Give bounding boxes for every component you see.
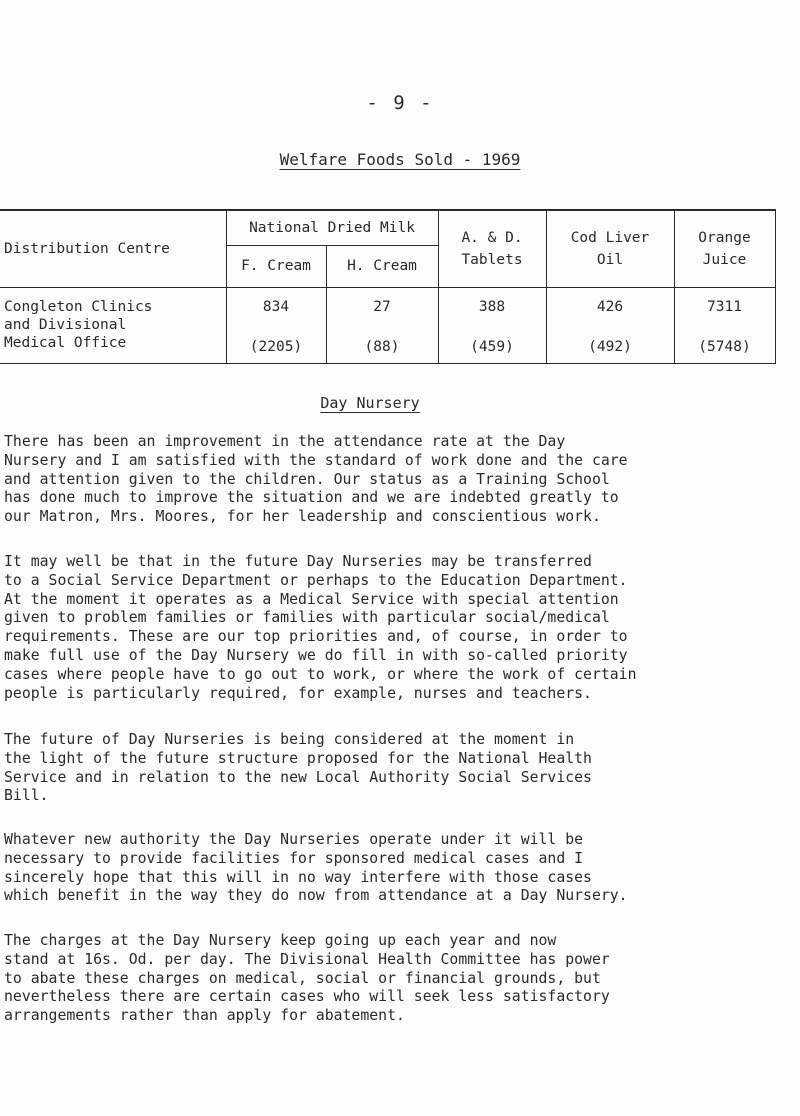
f-cream-cell bbox=[226, 287, 326, 363]
f-cream-value: 834 bbox=[262, 298, 290, 315]
table-row bbox=[0, 287, 775, 363]
h-cream-previous: (88) bbox=[364, 338, 400, 355]
ad-tablets-previous: (459) bbox=[470, 338, 514, 355]
orange-juice-cell bbox=[674, 287, 775, 363]
header-distribution-centre: Distribution Centre bbox=[0, 210, 226, 287]
paragraph-1: There has been an improvement in the attendance rate at the Day Nursery and I am satisfied with the standard of work done and the care and attention given to the children. Our status as a Training School has done much to improve the situation and we are indebted greatly to our Matron, Mrs. Moores, for her leadership and conscientious work. bbox=[4, 433, 628, 526]
f-cream-previous: (2205) bbox=[249, 338, 303, 355]
ad-tablets-value: 388 bbox=[478, 298, 506, 315]
ad-tablets-cell bbox=[438, 287, 546, 363]
section-heading bbox=[0, 394, 740, 412]
title-text: Welfare Foods Sold - 1969 bbox=[279, 150, 521, 169]
h-cream-value: 27 bbox=[373, 298, 391, 315]
paragraph-5: The charges at the Day Nursery keep going up each year and now stand at 16s. Od. per day. The Divisional Health Committee has power to abate these charges on medical, social or financial grounds, but nevertheless there are certain cases who will seek less satisfactory arrangements rather than apply for abatement. bbox=[4, 932, 610, 1025]
h-cream-cell bbox=[326, 287, 438, 363]
cod-liver-oil-value: 426 bbox=[596, 298, 624, 315]
paragraph-2: It may well be that in the future Day Nurseries may be transferred to a Social Service Department or perhaps to the Education Department. At the moment it operates as a Medical Service with special attention given to problem families or families with particular social/medical requirements. These are our top priorities and, of course, in order to make full use of the Day Nursery we do fill in with so-called priority cases where people have to go out to work, or where the work of certain people is particularly required, for example, nurses and teachers. bbox=[4, 553, 637, 702]
welfare-foods-table bbox=[0, 209, 776, 364]
cod-liver-oil-cell bbox=[546, 287, 674, 363]
header-f-cream: F. Cream bbox=[226, 245, 326, 287]
cod-liver-oil-previous: (492) bbox=[588, 338, 632, 355]
header-national-dried-milk: National Dried Milk bbox=[226, 210, 438, 245]
header-cod-liver-oil: Cod Liver Oil bbox=[546, 210, 674, 287]
orange-juice-previous: (5748) bbox=[698, 338, 751, 355]
distribution-centre-name: Congleton Clinics and Divisional Medical Office bbox=[0, 287, 226, 363]
header-h-cream: H. Cream bbox=[326, 245, 438, 287]
section-heading-text: Day Nursery bbox=[320, 394, 420, 412]
orange-juice-value: 7311 bbox=[707, 298, 742, 315]
paragraph-3: The future of Day Nurseries is being considered at the moment in the light of the future structure proposed for the National Health Service and in relation to the new Local Authority Social Services Bill. bbox=[4, 731, 592, 805]
header-ad-tablets: A. & D. Tablets bbox=[438, 210, 546, 287]
paragraph-4: Whatever new authority the Day Nurseries operate under it will be necessary to provide facilities for sponsored medical cases and I sincerely hope that this will in no way interfere with those cases which benefit in the way they do now from attendance at a Day Nursery. bbox=[4, 831, 628, 905]
page-number: - 9 - bbox=[366, 92, 434, 114]
header-orange-juice: Orange Juice bbox=[674, 210, 775, 287]
page-title bbox=[0, 150, 800, 169]
